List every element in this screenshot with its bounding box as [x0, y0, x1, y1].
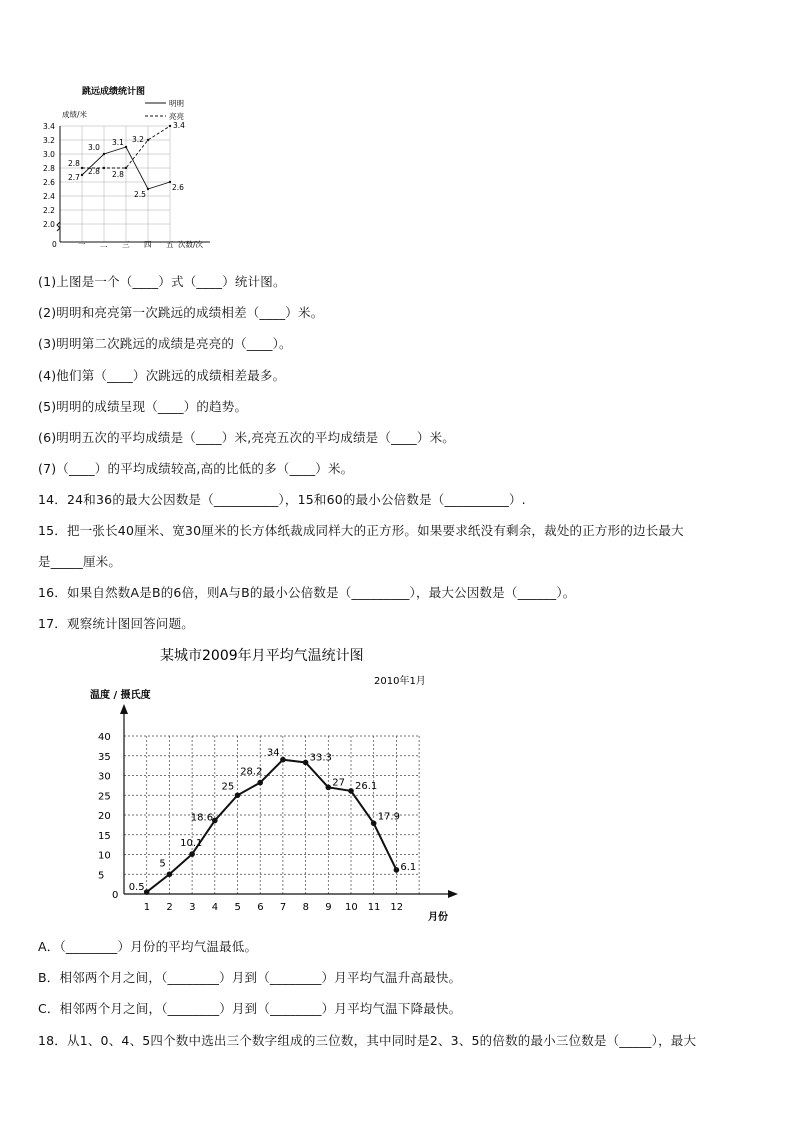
question-16: 16．如果自然数A是B的6倍，则A与B的最小公倍数是（_________），最大公因数是（______）。 [38, 585, 576, 600]
data-label: 2.6 [172, 183, 184, 192]
data-label: 27 [332, 777, 346, 789]
question-2: (2)明明和亮亮第一次跳远的成绩相差（____）米。 [38, 305, 324, 320]
question-14: 14．24和36的最大公因数是（__________），15和60的最小公倍数是（__________）. [38, 492, 526, 507]
x-tick-label: 6 [257, 902, 264, 913]
x-tick-label: 8 [302, 902, 309, 913]
data-label: 0.5 [128, 882, 145, 894]
y-tick-label: 2.6 [43, 178, 55, 187]
data-label: 18.6 [190, 812, 214, 824]
question-17-b: B．相邻两个月之间，（________）月到（________）月平均气温升高最快。 [38, 970, 462, 985]
y-tick-label: 40 [98, 732, 111, 743]
data-label: 2.8 [88, 167, 100, 176]
data-point [125, 146, 127, 148]
question-15-line1: 15．把一张长40厘米、宽30厘米的长方体纸裁成同样大的正方形。如果要求纸没有剩余，裁处的正方形的边长最大 [38, 523, 684, 538]
data-point [280, 757, 286, 763]
data-point [103, 167, 105, 169]
origin-label: 0 [52, 240, 57, 249]
data-point [371, 820, 377, 826]
x-tick-label: 一 [78, 240, 86, 249]
data-point [125, 167, 127, 169]
question-5: (5)明明的成绩呈现（____）的趋势。 [38, 399, 248, 414]
data-point [348, 788, 354, 794]
data-point [326, 785, 332, 791]
y-axis-label: 温度 / 摄氏度 [90, 690, 151, 701]
x-tick-label: 12 [390, 902, 404, 913]
legend-label-liangliang: 亮亮 [169, 112, 184, 121]
x-tick-label: 7 [279, 902, 287, 913]
y-tick-label: 25 [98, 791, 111, 803]
data-point [189, 851, 195, 857]
legend-label-mingming: 明明 [169, 99, 184, 108]
x-tick-label: 1 [143, 902, 151, 913]
x-tick-label: 三 [122, 240, 130, 249]
data-label: 34 [266, 747, 280, 759]
data-point [257, 780, 263, 786]
x-axis-label: 次数/次 [178, 240, 204, 249]
x-tick-label: 4 [211, 902, 219, 913]
data-label: 3.4 [173, 121, 185, 130]
data-label: 2.7 [68, 173, 80, 182]
y-tick-label: 2.4 [43, 192, 55, 201]
data-point [394, 867, 400, 873]
data-label: 3.1 [112, 138, 124, 147]
x-axis-arrow-icon [448, 890, 458, 898]
y-tick-label: 3.4 [43, 122, 55, 131]
origin-label: 0 [112, 890, 119, 901]
y-tick-label: 10 [98, 850, 111, 862]
question-6: (6)明明五次的平均成绩是（____）米,亮亮五次的平均成绩是（____）米。 [38, 430, 455, 445]
data-point [81, 174, 83, 176]
temperature-chart [80, 640, 500, 930]
y-tick-label: 15 [98, 830, 111, 842]
data-point [235, 792, 241, 798]
y-axis-label: 成绩/米 [62, 110, 88, 119]
question-15-line2: 是_____厘米。 [38, 554, 122, 569]
question-3: (3)明明第二次跳远的成绩是亮亮的（____）。 [38, 336, 292, 351]
data-point [147, 188, 149, 190]
x-tick-label: 二 [100, 240, 108, 249]
x-tick-label: 四 [144, 240, 152, 249]
data-label: 10.1 [180, 838, 203, 850]
y-tick-label: 20 [98, 811, 111, 822]
question-18: 18．从1、0、4、5四个数中选出三个数字组成的三位数，其中同时是2、3、5的倍数的最小三位数是（_____），最大 [38, 1033, 697, 1048]
question-17: 17．观察统计图回答问题。 [38, 616, 195, 631]
x-axis-label: 月份 [428, 912, 448, 923]
data-label: 6.1 [400, 861, 417, 873]
y-tick-label: 5 [98, 870, 105, 882]
x-tick-label: 2 [166, 902, 173, 913]
data-label: 2.8 [112, 170, 124, 179]
x-tick-label: 5 [234, 902, 241, 913]
data-label: 28.2 [240, 766, 263, 778]
long-jump-chart [40, 84, 220, 256]
x-tick-label: 3 [189, 902, 196, 913]
data-point [303, 760, 309, 766]
data-point [81, 167, 83, 169]
y-tick-label: 2.8 [43, 164, 55, 173]
x-tick-label: 11 [367, 902, 381, 913]
data-label: 17.9 [377, 811, 400, 823]
x-tick-label: 五 [166, 240, 174, 249]
data-point [169, 181, 171, 183]
y-tick-label: 2.0 [43, 220, 55, 229]
x-tick-label: 9 [325, 902, 332, 913]
data-point [144, 889, 150, 895]
data-label: 33.3 [309, 752, 332, 764]
chart-title: 某城市2009年月平均气温统计图 [160, 648, 364, 664]
y-tick-label: 2.2 [43, 206, 55, 215]
data-point [169, 125, 171, 127]
data-label: 2.5 [134, 190, 146, 199]
series-line [147, 760, 397, 892]
data-label: 5 [159, 858, 166, 870]
y-tick-label: 30 [98, 771, 111, 783]
question-4: (4)他们第（____）次跳远的成绩相差最多。 [38, 368, 286, 383]
data-point [167, 871, 173, 877]
y-tick-label: 3.0 [43, 150, 55, 159]
data-label: 2.8 [68, 159, 80, 168]
x-tick-label: 10 [345, 902, 358, 913]
y-tick-label: 3.2 [43, 136, 55, 145]
data-point [147, 139, 149, 141]
chart-title: 跳远成绩统计图 [82, 87, 146, 97]
data-label: 3.2 [132, 135, 144, 144]
data-label: 26.1 [355, 780, 378, 792]
question-17-c: C．相邻两个月之间，（________）月到（________）月平均气温下降最快。 [38, 1001, 462, 1016]
y-axis-arrow-icon [120, 704, 128, 714]
chart-subtitle: 2010年1月 [374, 676, 426, 687]
question-7: (7)（____）的平均成绩较高,高的比低的多（____）米。 [38, 461, 354, 476]
y-tick-label: 35 [98, 751, 111, 763]
question-17-a: A．（________）月份的平均气温最低。 [38, 939, 258, 954]
question-1: (1)上图是一个（____）式（____）统计图。 [38, 274, 286, 289]
data-label: 25 [221, 781, 235, 793]
data-point [103, 153, 105, 155]
data-label: 3.0 [88, 143, 100, 152]
